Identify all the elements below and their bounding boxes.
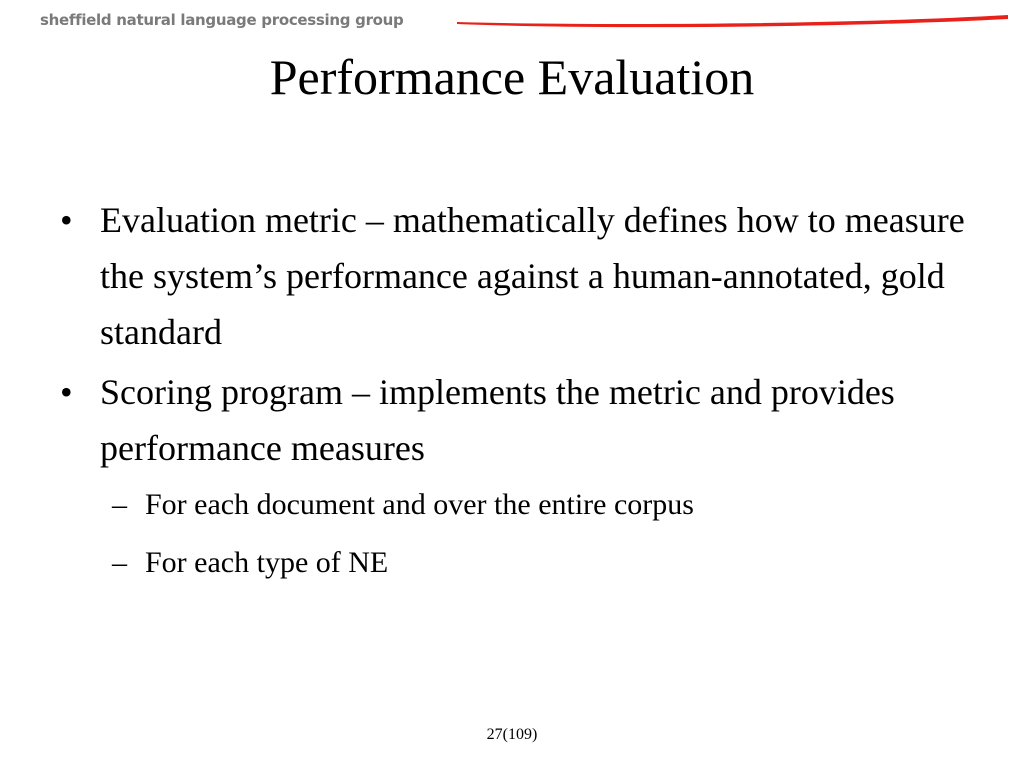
sub-bullet-text: For each type of NE <box>145 546 389 579</box>
bullet-marker: • <box>60 372 73 412</box>
slide-content <box>60 192 980 586</box>
page-number: 27(109) <box>486 726 538 743</box>
bullet-text: Evaluation metric – mathematically defines how to measure the system’s performance against a human-annotated, gold standard <box>100 200 965 352</box>
red-swoosh-decoration <box>455 10 1010 32</box>
sub-bullet-list <box>60 482 980 586</box>
slide-title: Performance Evaluation <box>269 49 755 105</box>
bullet-evaluation-metric <box>60 192 980 360</box>
sub-bullet-ne-type <box>112 540 980 586</box>
sub-bullet-marker: – <box>112 546 127 579</box>
sub-bullet-document-corpus <box>112 482 980 528</box>
sheffield-nlp-logo: sheffield natural language processing group <box>40 11 404 29</box>
bullet-marker: • <box>60 200 73 240</box>
swoosh-stroke <box>457 15 1008 27</box>
bullet-text: Scoring program – implements the metric and provides performance measures <box>100 372 895 468</box>
sub-bullet-marker: – <box>112 488 127 521</box>
sub-bullet-text: For each document and over the entire corpus <box>145 488 694 521</box>
bullet-scoring-program <box>60 364 980 476</box>
